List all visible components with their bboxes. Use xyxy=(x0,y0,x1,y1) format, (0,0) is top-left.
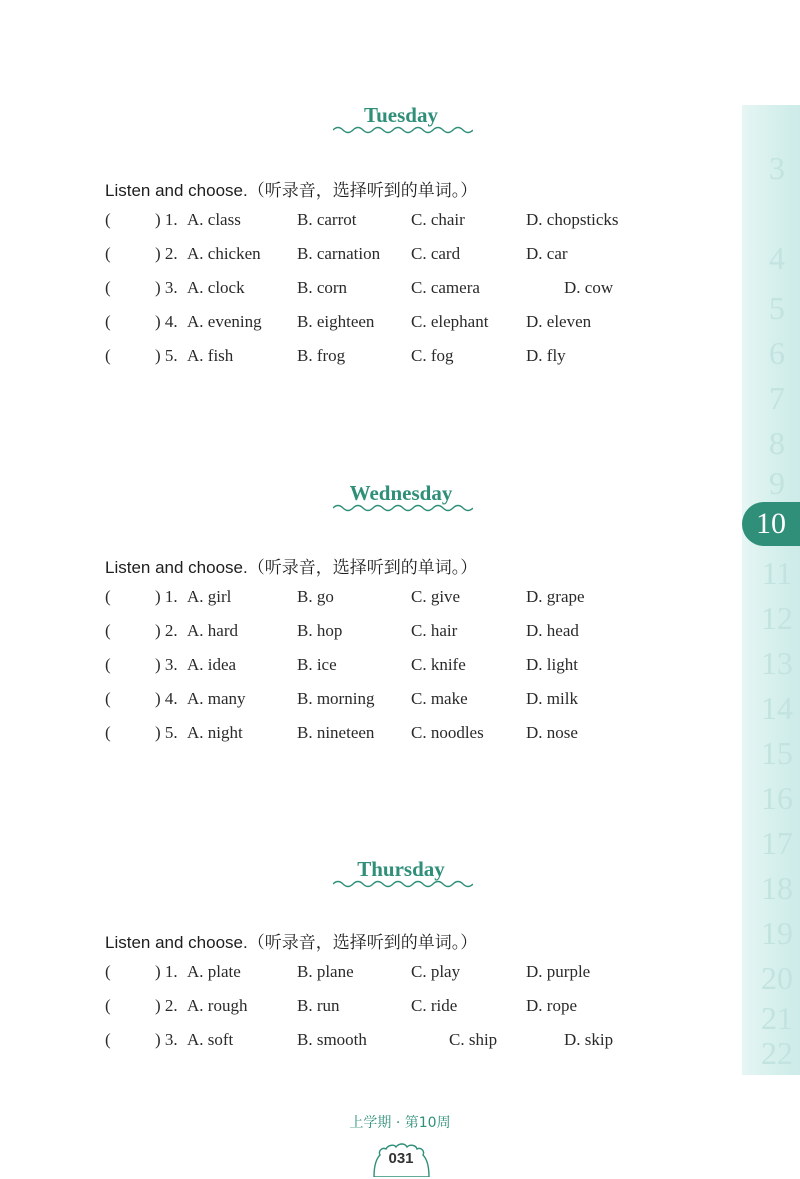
question-number: ) 5. xyxy=(155,723,178,742)
question-number: ) 1. xyxy=(155,210,178,229)
chapter-number: 7 xyxy=(769,380,785,416)
question-row xyxy=(105,655,725,679)
option-a: A. chicken xyxy=(187,244,261,263)
chapter-number: 11 xyxy=(761,555,793,591)
question-number: ) 2. xyxy=(155,996,178,1015)
option-c: C. make xyxy=(411,689,468,708)
option-c: C. card xyxy=(411,244,461,263)
answer-blank[interactable]: ( xyxy=(105,621,111,640)
option-d: D. cow xyxy=(564,278,614,297)
option-b: B. go xyxy=(297,587,334,606)
chapter-number: 18 xyxy=(761,870,793,906)
question-number: ) 3. xyxy=(155,278,178,297)
answer-blank[interactable]: ( xyxy=(105,996,111,1015)
option-a: A. hard xyxy=(187,621,238,640)
option-b: B. eighteen xyxy=(297,312,375,331)
answer-blank[interactable]: ( xyxy=(105,723,111,742)
question-row xyxy=(105,723,725,747)
option-c: C. knife xyxy=(411,655,466,674)
question-row xyxy=(105,621,725,645)
option-d: D. car xyxy=(526,244,568,263)
chapter-number: 4 xyxy=(769,240,785,276)
option-c: C. give xyxy=(411,587,461,606)
chapter-number: 13 xyxy=(761,645,793,681)
question-row xyxy=(105,312,725,336)
answer-blank[interactable]: ( xyxy=(105,244,111,263)
option-b: B. morning xyxy=(297,689,375,708)
chapter-number: 17 xyxy=(761,825,793,861)
option-a: A. girl xyxy=(187,587,232,606)
question-row xyxy=(105,996,725,1020)
title-underline-wave xyxy=(333,879,473,889)
option-a: A. rough xyxy=(187,996,248,1015)
question-row xyxy=(105,346,725,370)
page-number: 031 xyxy=(388,1150,414,1167)
question-number: ) 1. xyxy=(155,962,178,981)
option-d: D. rope xyxy=(526,996,577,1015)
option-d: D. skip xyxy=(564,1030,614,1049)
option-d: D. head xyxy=(526,621,579,640)
chapter-number: 9 xyxy=(769,465,785,501)
option-a: A. clock xyxy=(187,278,245,297)
chapter-number: 5 xyxy=(769,290,785,326)
option-c: C. ship xyxy=(449,1030,498,1049)
chapter-number: 20 xyxy=(761,960,793,996)
answer-blank[interactable]: ( xyxy=(105,210,111,229)
question-row xyxy=(105,962,725,986)
chapter-number: 12 xyxy=(761,600,793,636)
option-a: A. soft xyxy=(187,1030,234,1049)
question-number: ) 2. xyxy=(155,621,178,640)
instruction-text: Listen and choose.（听录音，选择听到的单词。） xyxy=(105,933,478,952)
section-title: Thursday xyxy=(357,857,445,881)
question-row xyxy=(105,278,725,302)
option-c: C. chair xyxy=(411,210,465,229)
option-d: D. eleven xyxy=(526,312,592,331)
chapter-number: 15 xyxy=(761,735,793,771)
question-number: ) 3. xyxy=(155,655,178,674)
option-a: A. class xyxy=(187,210,241,229)
answer-blank[interactable]: ( xyxy=(105,689,111,708)
option-b: B. run xyxy=(297,996,340,1015)
option-a: A. plate xyxy=(187,962,241,981)
instruction-text: Listen and choose.（听录音，选择听到的单词。） xyxy=(105,558,478,577)
question-number: ) 2. xyxy=(155,244,178,263)
option-c: C. elephant xyxy=(411,312,489,331)
option-b: B. plane xyxy=(297,962,354,981)
question-row xyxy=(105,689,725,713)
title-underline-wave xyxy=(333,125,473,135)
chapter-number: 14 xyxy=(761,690,793,726)
option-b: B. corn xyxy=(297,278,348,297)
option-c: C. camera xyxy=(411,278,480,297)
answer-blank[interactable]: ( xyxy=(105,1030,111,1049)
footer-week-label: 上学期 · 第10周 xyxy=(349,1115,451,1131)
question-number: ) 4. xyxy=(155,312,178,331)
option-b: B. nineteen xyxy=(297,723,375,742)
option-b: B. smooth xyxy=(297,1030,367,1049)
chapter-tab-active[interactable] xyxy=(742,502,800,546)
option-b: B. hop xyxy=(297,621,343,640)
option-c: C. ride xyxy=(411,996,458,1015)
chapter-number: 8 xyxy=(769,425,785,461)
option-a: A. idea xyxy=(187,655,237,674)
question-row xyxy=(105,587,725,611)
answer-blank[interactable]: ( xyxy=(105,278,111,297)
option-d: D. grape xyxy=(526,587,585,606)
question-number: ) 4. xyxy=(155,689,178,708)
chapter-number: 6 xyxy=(769,335,785,371)
option-b: B. ice xyxy=(297,655,337,674)
question-number: ) 5. xyxy=(155,346,178,365)
option-d: D. nose xyxy=(526,723,578,742)
answer-blank[interactable]: ( xyxy=(105,962,111,981)
title-underline-wave xyxy=(333,503,473,513)
chapter-number: 16 xyxy=(761,780,793,816)
option-a: A. many xyxy=(187,689,246,708)
option-b: B. carrot xyxy=(297,210,357,229)
instruction-text: Listen and choose.（听录音，选择听到的单词。） xyxy=(105,181,478,200)
option-d: D. fly xyxy=(526,346,566,365)
answer-blank[interactable]: ( xyxy=(105,312,111,331)
option-d: D. light xyxy=(526,655,578,674)
question-number: ) 3. xyxy=(155,1030,178,1049)
option-c: C. fog xyxy=(411,346,454,365)
option-d: D. milk xyxy=(526,689,578,708)
chapter-tab-label: 10 xyxy=(756,507,786,540)
option-a: A. fish xyxy=(187,346,234,365)
answer-blank[interactable]: ( xyxy=(105,587,111,606)
chapter-number: 19 xyxy=(761,915,793,951)
chapter-number: 3 xyxy=(769,150,785,186)
option-c: C. hair xyxy=(411,621,458,640)
chapter-number: 21 xyxy=(761,1000,793,1036)
section-title: Wednesday xyxy=(349,481,453,505)
option-a: A. evening xyxy=(187,312,262,331)
question-row xyxy=(105,1030,725,1054)
option-c: C. noodles xyxy=(411,723,484,742)
option-a: A. night xyxy=(187,723,243,742)
question-row xyxy=(105,244,725,268)
answer-blank[interactable]: ( xyxy=(105,655,111,674)
answer-blank[interactable]: ( xyxy=(105,346,111,365)
question-row xyxy=(105,210,725,234)
chapter-number: 22 xyxy=(761,1035,793,1071)
question-number: ) 1. xyxy=(155,587,178,606)
option-c: C. play xyxy=(411,962,461,981)
option-b: B. carnation xyxy=(297,244,381,263)
option-d: D. chopsticks xyxy=(526,210,619,229)
option-d: D. purple xyxy=(526,962,591,981)
section-title: Tuesday xyxy=(364,103,438,127)
option-b: B. frog xyxy=(297,346,346,365)
